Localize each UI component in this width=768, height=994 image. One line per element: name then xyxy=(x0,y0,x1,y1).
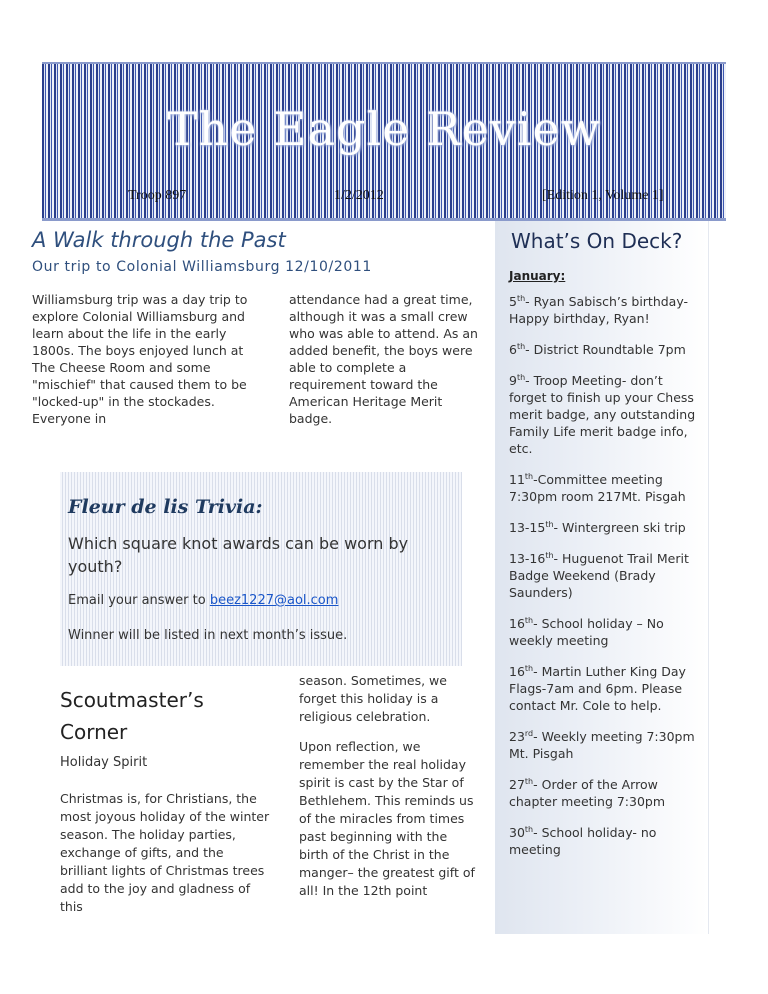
issue-date: 1/2/2012 xyxy=(334,188,384,203)
event-item: 13-16th- Huguenot Trail Merit Badge Weekend (Brady Saunders) xyxy=(509,550,689,600)
trivia-heading: Fleur de lis Trivia: xyxy=(68,496,263,518)
trivia-box xyxy=(60,472,462,666)
event-item: 23rd- Weekly meeting 7:30pm Mt. Pisgah xyxy=(509,728,695,761)
edition-volume: [Edition 1, Volume 1] xyxy=(542,188,664,203)
event-item: 30th- School holiday- no meeting xyxy=(509,824,657,857)
troop-number: Troop 897 xyxy=(128,188,187,203)
sidebar-month: January: xyxy=(509,269,566,283)
event-list xyxy=(509,293,699,872)
event-item: 6th- District Roundtable 7pm xyxy=(509,341,686,357)
article-subtitle: Our trip to Colonial Williamsburg 12/10/2011 xyxy=(32,259,372,275)
event-item: 5th- Ryan Sabisch’s birthday- Happy birthday, Ryan! xyxy=(509,293,689,326)
sidebar-title: What’s On Deck? xyxy=(511,229,683,253)
event-item: 9th- Troop Meeting- don’t forget to finish up your Chess merit badge, any outstanding Family Life merit badge info, etc. xyxy=(509,372,696,456)
article-column-2: attendance had a great time, although it was a small crew who was able to attend. As an added benefit, the boys were able to complete a requirement toward the American Heritage Merit badge. xyxy=(289,292,478,426)
trivia-email-line xyxy=(68,593,338,608)
event-item: 27th- Order of the Arrow chapter meeting 7:30pm xyxy=(509,776,666,809)
scoutmaster-column-2a: season. Sometimes, we forget this holiday is a religious celebration. xyxy=(299,673,447,724)
event-item: 16th- School holiday – No weekly meeting xyxy=(509,615,664,648)
trivia-email-prefix: Email your answer to xyxy=(68,593,210,608)
article-title: A Walk through the Past xyxy=(32,228,286,252)
scoutmaster-column-1: Christmas is, for Christians, the most joyous holiday of the winter season. The holiday parties, exchange of gifts, and the brilliant lights of Christmas trees add to the joy and gladness of this xyxy=(60,791,270,914)
email-link[interactable]: beez1227@aol.com xyxy=(209,593,339,608)
event-item: 16th- Martin Luther King Day Flags-7am and 6pm. Please contact Mr. Cole to help. xyxy=(509,663,686,713)
masthead xyxy=(42,62,726,221)
whats-on-deck-sidebar xyxy=(495,221,709,934)
trivia-winner-note: Winner will be listed in next month’s issue. xyxy=(68,628,348,643)
trivia-question: Which square knot awards can be worn by youth? xyxy=(68,534,409,576)
scoutmaster-corner-title: Scoutmaster’s Corner xyxy=(60,688,204,744)
scoutmaster-column-2b: Upon reflection, we remember the real holiday spirit is cast by the Star of Bethlehem. This reminds us of the miracles from times past beginning with the birth of the Christ in the manger– the greatest gift of all! In the 12th point xyxy=(299,739,475,898)
newsletter-title: The Eagle Review xyxy=(166,102,602,156)
event-item: 11th-Committee meeting 7:30pm room 217Mt. Pisgah xyxy=(509,471,686,504)
scoutmaster-subhead: Holiday Spirit xyxy=(60,755,148,770)
event-item: 13-15th- Wintergreen ski trip xyxy=(509,519,686,535)
article-column-1: Williamsburg trip was a day trip to explore Colonial Williamsburg and learn about the life in the early 1800s. The boys enjoyed lunch at The Cheese Room and some "mischief" that caused them to be "locked-up" in the stockades. Everyone in xyxy=(32,292,248,426)
